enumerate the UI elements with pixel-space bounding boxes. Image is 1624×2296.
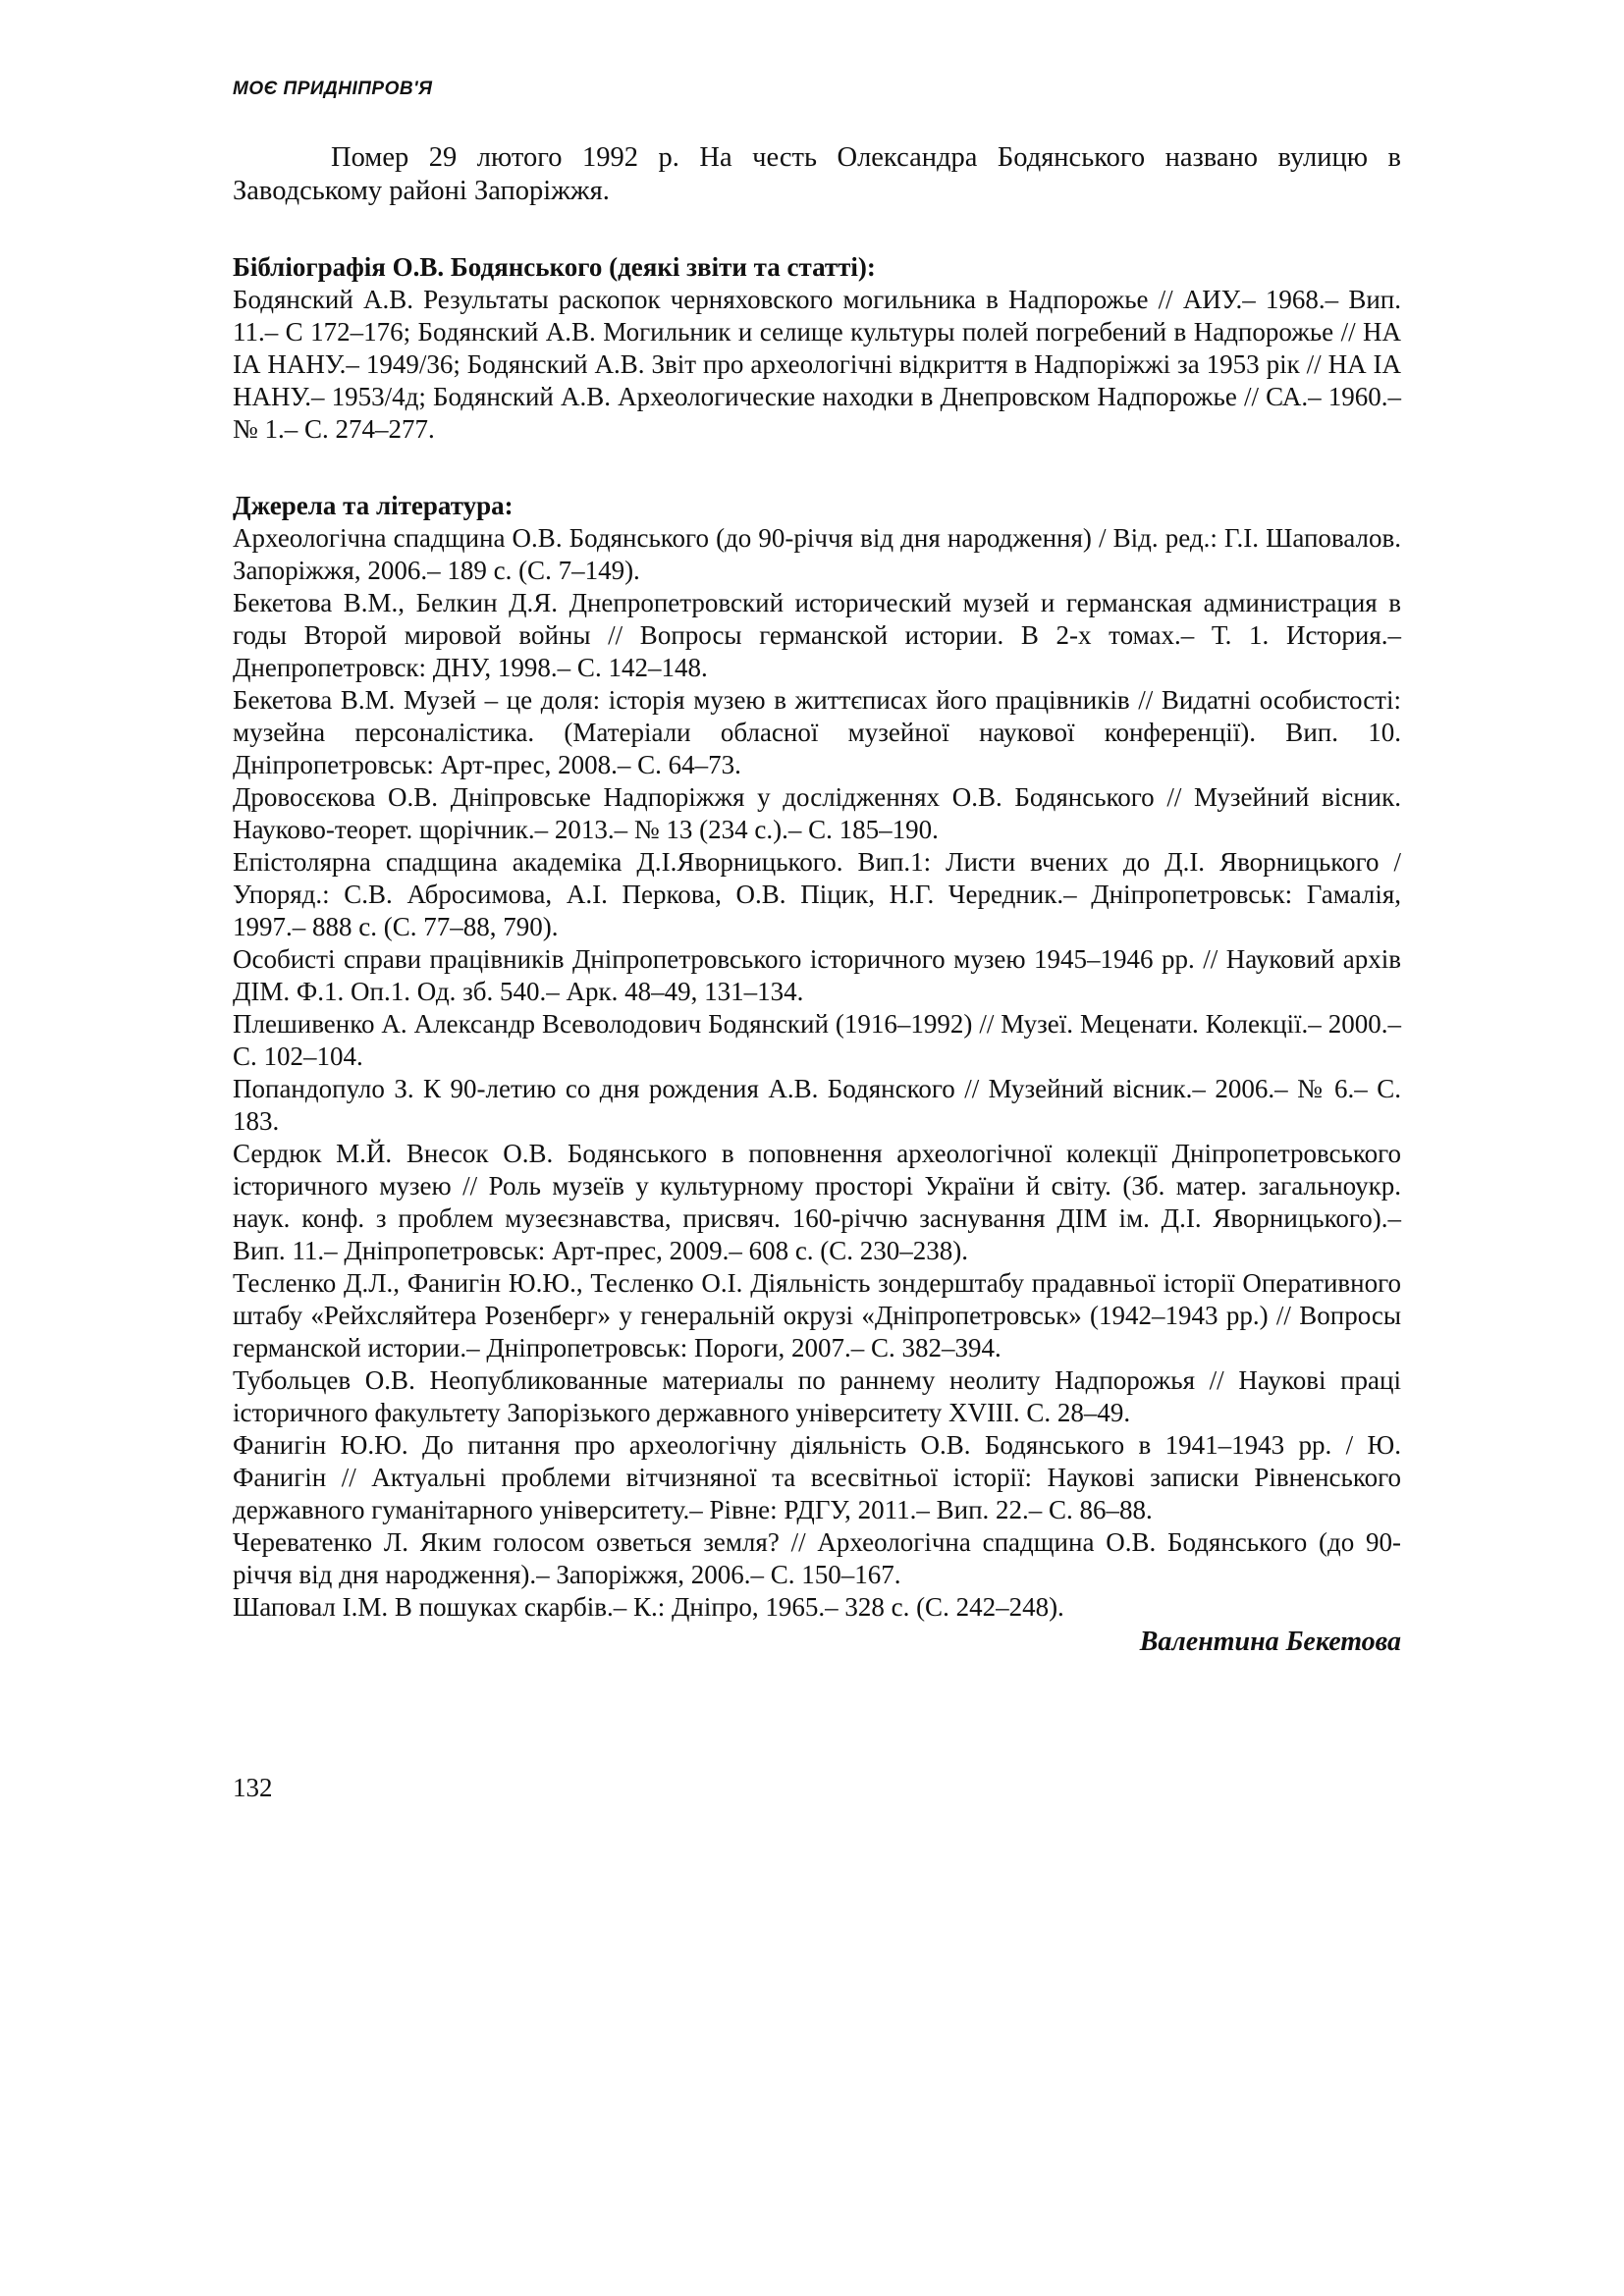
- source-entry: Попандопуло З. К 90-летию со дня рождения А.В. Бодянского // Музейний вісник.– 2006.– № 6.– С. 183.: [233, 1074, 1401, 1136]
- source-entry: Особисті справи працівників Дніпропетровського історичного музею 1945–1946 рр. // Науковий архів ДІМ. Ф.1. Оп.1. Од. зб. 540.– Арк. 48–49, 131–134.: [233, 944, 1401, 1006]
- article-body: [233, 141, 1401, 1658]
- source-entry: Тесленко Д.Л., Фанигін Ю.Ю., Тесленко О.І. Діяльність зондерштабу прадавньої історії Оперативного штабу «Рейхсляйтера Розенберг» у генеральній окрузі «Дніпропетровськ» (1942–1943 рр.) // Вопросы германской истории.– Дніпропетровськ: Пороги, 2007.– С. 382–394.: [233, 1268, 1401, 1362]
- bibliography-heading: Бібліографія О.В. Бодянського (деякі звіти та статті):: [233, 252, 876, 282]
- source-entry: Череватенко Л. Яким голосом озветься земля? // Археологічна спадщина О.В. Бодянського (до 90-річчя від дня народження).– Запоріжжя, 2006.– С. 150–167.: [233, 1527, 1401, 1589]
- source-entry: Археологічна спадщина О.В. Бодянського (до 90-річчя від дня народження) / Від. ред.: Г.І. Шаповалов. Запоріжжя, 2006.– 189 с. (С. 7–149).: [233, 523, 1401, 585]
- source-entry: Тубольцев О.В. Неопубликованные материалы по раннему неолиту Надпорожья // Наукові праці історичного факультету Запорізького державного університету XVIII. С. 28–49.: [233, 1365, 1401, 1427]
- source-entry: Фанигін Ю.Ю. До питання про археологічну діяльність О.В. Бодянського в 1941–1943 рр. / Ю. Фанигін // Актуальні проблеми вітчизняної та всесвітньої історії: Наукові записки Рівненського державного гуманітарного університету.– Рівне: РДГУ, 2011.– Вип. 22.– С. 86–88.: [233, 1430, 1401, 1524]
- source-entry: Епістолярна спадщина академіка Д.І.Яворницького. Вип.1: Листи вчених до Д.І. Яворницького / Упоряд.: С.В. Абросимова, А.І. Перкова, О.В. Піцик, Н.Г. Чередник.– Дніпропетровськ: Гамалія, 1997.– 888 с. (С. 77–88, 790).: [233, 847, 1401, 941]
- source-entry: Дровосєкова О.В. Дніпровське Надпоріжжя у дослідженнях О.В. Бодянського // Музейний вісник. Науково-теорет. щорічник.– 2013.– № 13 (234 с.).– С. 185–190.: [233, 782, 1401, 844]
- source-entry: Сердюк М.Й. Внесок О.В. Бодянського в поповнення археологічної колекції Дніпропетровського історичного музею // Роль музеїв у культурному просторі України й світу. (Зб. матер. загальноукр. наук. конф. з проблем музеєзнавства, присвяч. 160-річчю заснування ДІМ ім. Д.І. Яворницького).– Вип. 11.– Дніпропетровськ: Арт-прес, 2009.– 608 с. (С. 230–238).: [233, 1139, 1401, 1265]
- page-number: 132: [233, 1773, 273, 1802]
- source-entry: Бекетова В.М. Музей – це доля: історія музею в життєписах його працівників // Видатні особистості: музейна персоналістика. (Матеріали обласної музейної наукової конференції). Вип. 10. Дніпропетровськ: Арт-прес, 2008.– С. 64–73.: [233, 685, 1401, 779]
- source-entry: Шаповал І.М. В пошуках скарбів.– К.: Дніпро, 1965.– 328 с. (С. 242–248).: [233, 1592, 1064, 1622]
- author-signature: Валентина Бекетова: [1139, 1627, 1401, 1657]
- source-entry: Бекетова В.М., Белкин Д.Я. Днепропетровский исторический музей и германская администрация в годы Второй мировой войны // Вопросы германской истории. В 2-х томах.– Т. 1. История.– Днепропетровск: ДНУ, 1998.– С. 142–148.: [233, 588, 1401, 682]
- bibliography-text: Бодянский А.В. Результаты раскопок черняховского могильника в Надпорожье // АИУ.– 1968.– Вип. 11.– С 172–176; Бодянский А.В. Могильник и селище культуры полей погребений в Надпорожье // НА ІА НАНУ.– 1949/36; Бодянский А.В. Звіт про археологічні відкриття в Надпоріжжі за 1953 рік // НА ІА НАНУ.– 1953/4д; Бодянский А.В. Археологические находки в Днепровском Надпорожье // СА.– 1960.– № 1.– С. 274–277.: [233, 285, 1401, 444]
- sources-heading: Джерела та література:: [233, 491, 514, 520]
- sources-list: [233, 522, 1401, 1624]
- source-entry: Плешивенко А. Александр Всеволодович Бодянский (1916–1992) // Музеї. Меценати. Колекції.– 2000.– С. 102–104.: [233, 1009, 1401, 1071]
- running-header: МОЄ ПРИДНІПРОВ'Я: [233, 79, 433, 99]
- intro-paragraph: Помер 29 лютого 1992 р. На честь Олександра Бодянського названо вулицю в Заводському районі Запоріжжя.: [233, 142, 1401, 206]
